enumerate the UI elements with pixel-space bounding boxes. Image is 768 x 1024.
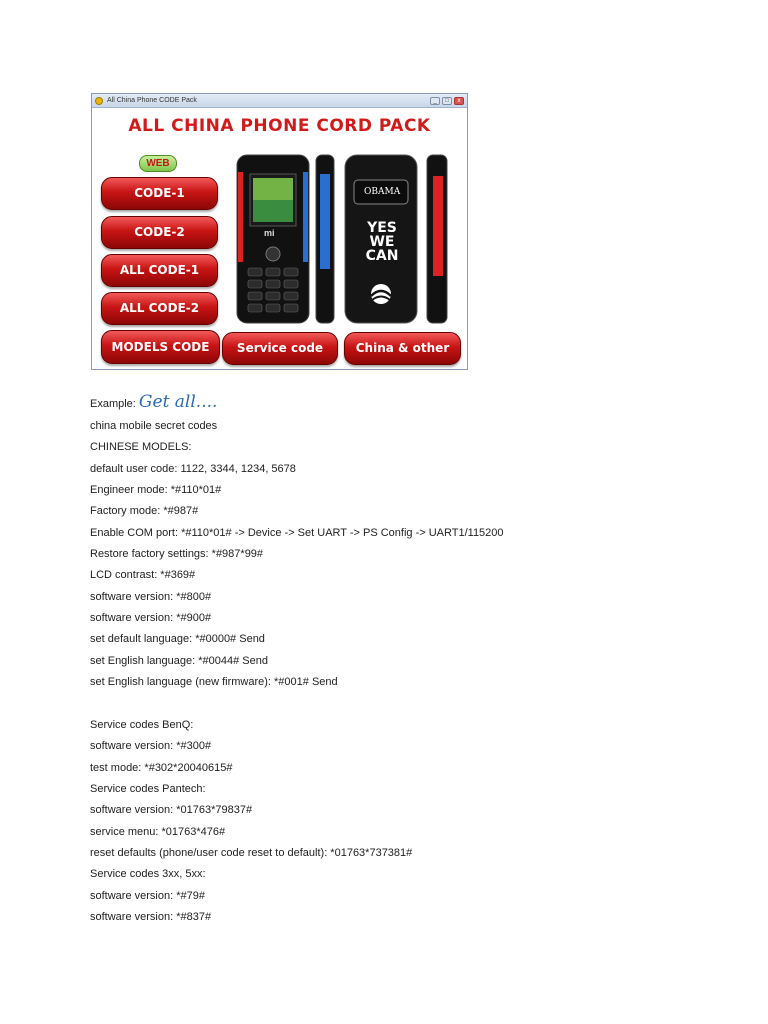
code1-button[interactable]: CODE-1	[101, 177, 218, 210]
slogan-line-2: WE	[369, 234, 395, 250]
example-line	[90, 392, 217, 412]
text-line: software version: *#800#	[90, 591, 212, 603]
phone2-slogan	[360, 221, 404, 263]
text-line: Factory mode: *#987#	[90, 505, 199, 517]
text-line: Restore factory settings: *#987*99#	[90, 548, 264, 560]
app-banner-title: ALL CHINA PHONE CORD PACK	[128, 116, 431, 136]
text-line: Service codes BenQ:	[90, 719, 194, 731]
app-icon	[95, 97, 103, 105]
code2-button[interactable]: CODE-2	[101, 216, 218, 249]
text-line: test mode: *#302*20040615#	[90, 762, 233, 774]
text-line: Engineer mode: *#110*01#	[90, 484, 222, 496]
phone1-logo: mi	[264, 228, 275, 238]
text-line: Enable COM port: *#110*01# -> Device -> Set UART -> PS Config -> UART1/115200	[90, 527, 504, 539]
slogan-line-1: YES	[367, 220, 397, 236]
text-line: set English language: *#0044# Send	[90, 655, 268, 667]
text-line: Service codes Pantech:	[90, 783, 206, 795]
all-code1-button[interactable]: ALL CODE-1	[101, 254, 218, 287]
text-line: set English language (new firmware): *#001# Send	[90, 676, 338, 688]
text-line: Service codes 3xx, 5xx:	[90, 868, 206, 880]
text-line: reset defaults (phone/user code reset to default): *01763*737381#	[90, 847, 413, 859]
maximize-button[interactable]: □	[442, 97, 452, 105]
text-line: software version: *01763*79837#	[90, 804, 253, 816]
text-line: default user code: 1122, 3344, 1234, 5678	[90, 463, 296, 475]
text-line: CHINESE MODELS:	[90, 441, 192, 453]
text-line: set default language: *#0000# Send	[90, 633, 265, 645]
text-line: software version: *#300#	[90, 740, 212, 752]
phone-side-image	[314, 154, 336, 324]
text-line: software version: *#837#	[90, 911, 212, 923]
text-line: LCD contrast: *#369#	[90, 569, 196, 581]
phone2-brand: OBAMA	[364, 187, 401, 197]
minimize-button[interactable]: _	[430, 97, 440, 105]
models-code-button[interactable]: MODELS CODE	[101, 330, 220, 364]
phone-side-image-2	[425, 154, 449, 324]
example-label: Example:	[90, 398, 136, 410]
window-title: All China Phone CODE Pack	[107, 97, 197, 104]
window-titlebar	[92, 94, 467, 108]
text-line: china mobile secret codes	[90, 420, 218, 432]
text-line: service menu: *01763*476#	[90, 826, 226, 838]
text-line: software version: *#900#	[90, 612, 212, 624]
slogan-line-3: CAN	[365, 248, 399, 264]
service-code-button[interactable]: Service code	[222, 332, 338, 365]
phone-front-image	[236, 154, 310, 324]
get-all-link[interactable]: Get all....	[138, 392, 218, 412]
text-line: software version: *#79#	[90, 890, 205, 902]
china-other-button[interactable]: China & other	[344, 332, 461, 365]
all-code2-button[interactable]: ALL CODE-2	[101, 292, 218, 325]
web-button[interactable]: WEB	[139, 155, 177, 172]
close-button[interactable]: x	[454, 97, 464, 105]
app-window	[91, 93, 468, 370]
